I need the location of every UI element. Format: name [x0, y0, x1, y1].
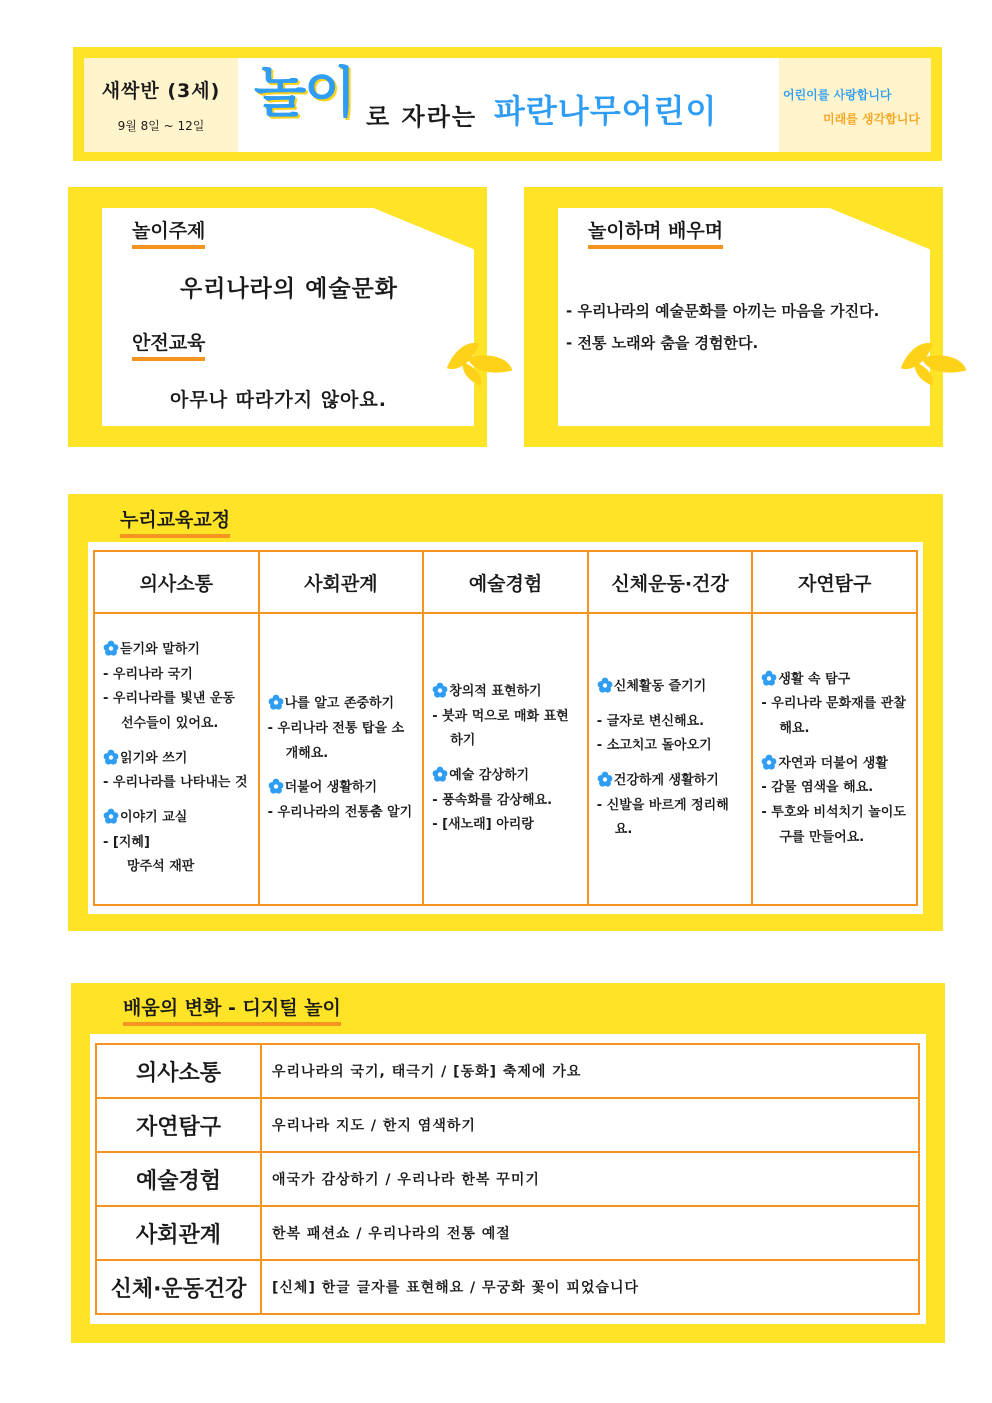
- nuri-cell-social: [259, 613, 424, 905]
- learning-item-2: - 전통 노래와 춤을 경험한다.: [566, 334, 759, 352]
- nuri-item: - 우리나라 전통 탑을 소개해요.: [267, 720, 405, 761]
- theme-value: 우리나라의 예술문화: [180, 276, 398, 302]
- nuri-topic: 듣기와 말하기: [120, 641, 200, 657]
- digital-area: 의사소통: [96, 1044, 261, 1098]
- nuri-item: - 글자로 변신해요.: [596, 713, 705, 729]
- nuri-cell-art: [423, 613, 588, 905]
- nuri-topic: 예술 감상하기: [449, 768, 530, 783]
- safety-heading: 안전교육: [132, 328, 205, 361]
- digital-row: [96, 1152, 919, 1206]
- digital-row: [96, 1260, 919, 1314]
- nuri-item: - [새노래] 아리랑: [432, 817, 534, 833]
- nuri-item: - 우리나라 국기: [103, 666, 193, 682]
- nuri-cell-communication: [94, 613, 259, 905]
- nuri-table: [93, 550, 918, 906]
- header-motto-panel: [779, 58, 931, 152]
- nuri-topic: 더불어 생활하기: [284, 780, 378, 796]
- nuri-col-header: 예술경험: [423, 551, 588, 613]
- flower-icon: [597, 677, 613, 693]
- motto-line-2: 미래를 생각합니다: [823, 112, 920, 126]
- digital-content: 우리나라의 국기, 태극기 / [동화] 축제에 가요: [261, 1044, 919, 1098]
- flower-icon: [268, 694, 284, 710]
- digital-area: 예술경험: [96, 1152, 261, 1206]
- theme-heading: 놀이주제: [132, 216, 205, 249]
- flower-icon: [432, 766, 448, 782]
- digital-area: 자연탐구: [96, 1098, 261, 1152]
- digital-row: [96, 1044, 919, 1098]
- learning-item-1: - 우리나라의 예술문화를 아끼는 마음을 가진다.: [566, 302, 880, 320]
- flower-icon: [432, 682, 448, 698]
- nuri-col-header: 의사소통: [94, 551, 259, 613]
- nuri-item: 망주석 재판: [127, 859, 195, 875]
- nuri-item: - [지혜]: [103, 834, 150, 850]
- nuri-item: - 우리나라를 나타내는 것: [103, 775, 248, 791]
- flower-icon: [103, 640, 119, 656]
- title-middle: 로 자라는: [366, 103, 478, 131]
- digital-content: [신체] 한글 글자를 표현해요 / 무궁화 꽃이 피었습니다: [261, 1260, 919, 1314]
- nuri-header-row: [94, 551, 917, 613]
- header-class-panel: [84, 58, 238, 152]
- learning-heading: 놀이하며 배우며: [588, 216, 723, 249]
- nuri-cell-physical: [588, 613, 753, 905]
- nuri-cell-nature: [752, 613, 917, 905]
- nuri-item: - 풍속화를 감상해요.: [432, 792, 553, 808]
- nuri-topic: 읽기와 쓰기: [120, 750, 188, 766]
- title-school-name: 파란나무어린이: [494, 92, 718, 130]
- digital-row: [96, 1206, 919, 1260]
- digital-content: 한복 패션쇼 / 우리나라의 전통 예절: [261, 1206, 919, 1260]
- flower-icon: [268, 778, 284, 794]
- digital-heading: 배움의 변화 - 디지털 놀이: [123, 993, 341, 1026]
- digital-row: [96, 1098, 919, 1152]
- nuri-item: - 투호와 비석치기 놀이도구를 만들어요.: [761, 805, 906, 845]
- nuri-item: - 신발을 바르게 정리해요.: [596, 797, 729, 838]
- digital-content: 애국가 감상하기 / 우리나라 한복 꾸미기: [261, 1152, 919, 1206]
- nuri-topic: 생활 속 탐구: [778, 671, 851, 687]
- flower-icon: [761, 754, 777, 770]
- nuri-item: - 우리나라를 빛낸 운동 선수들이 있어요.: [103, 691, 235, 731]
- nuri-item: - 감물 염색을 해요.: [761, 780, 874, 796]
- week-dates: 9월 8일 ~ 12일: [117, 119, 205, 133]
- nuri-item: - 우리나라 문화재를 관찰해요.: [761, 696, 906, 736]
- flower-icon: [103, 808, 119, 824]
- nuri-item: - 붓과 먹으로 매화 표현하기: [432, 708, 569, 749]
- nuri-content-row: [94, 613, 917, 905]
- title-play: 놀이: [254, 61, 355, 124]
- nuri-item: - 소고치고 돌아오기: [596, 738, 712, 754]
- nuri-item: - 우리나라의 전통춤 알기: [267, 805, 413, 821]
- digital-table: [95, 1043, 920, 1315]
- flower-icon: [597, 771, 613, 787]
- digital-area: 사회관계: [96, 1206, 261, 1260]
- digital-content: 우리나라 지도 / 한지 염색하기: [261, 1098, 919, 1152]
- digital-area: 신체·운동건강: [96, 1260, 261, 1314]
- nuri-topic: 창의적 표현하기: [449, 683, 542, 699]
- flower-icon: [761, 670, 777, 686]
- nuri-col-header: 사회관계: [259, 551, 424, 613]
- safety-value: 아무나 따라가지 않아요.: [170, 389, 387, 411]
- nuri-topic: 건강하게 생활하기: [613, 773, 719, 788]
- nuri-topic: 이야기 교실: [120, 810, 188, 826]
- nuri-heading: 누리교육교정: [120, 505, 230, 538]
- nuri-topic: 신체활동 즐기기: [613, 678, 707, 694]
- nuri-topic: 나를 알고 존중하기: [284, 696, 395, 712]
- flower-icon: [103, 749, 119, 765]
- class-name: 새싹반 (3세): [101, 80, 221, 102]
- motto-line-1: 어린이를 사랑합니다: [783, 88, 892, 102]
- nuri-topic: 자연과 더불어 생활: [778, 755, 888, 771]
- nuri-col-header: 신체운동·건강: [588, 551, 753, 613]
- nuri-col-header: 자연탐구: [752, 551, 917, 613]
